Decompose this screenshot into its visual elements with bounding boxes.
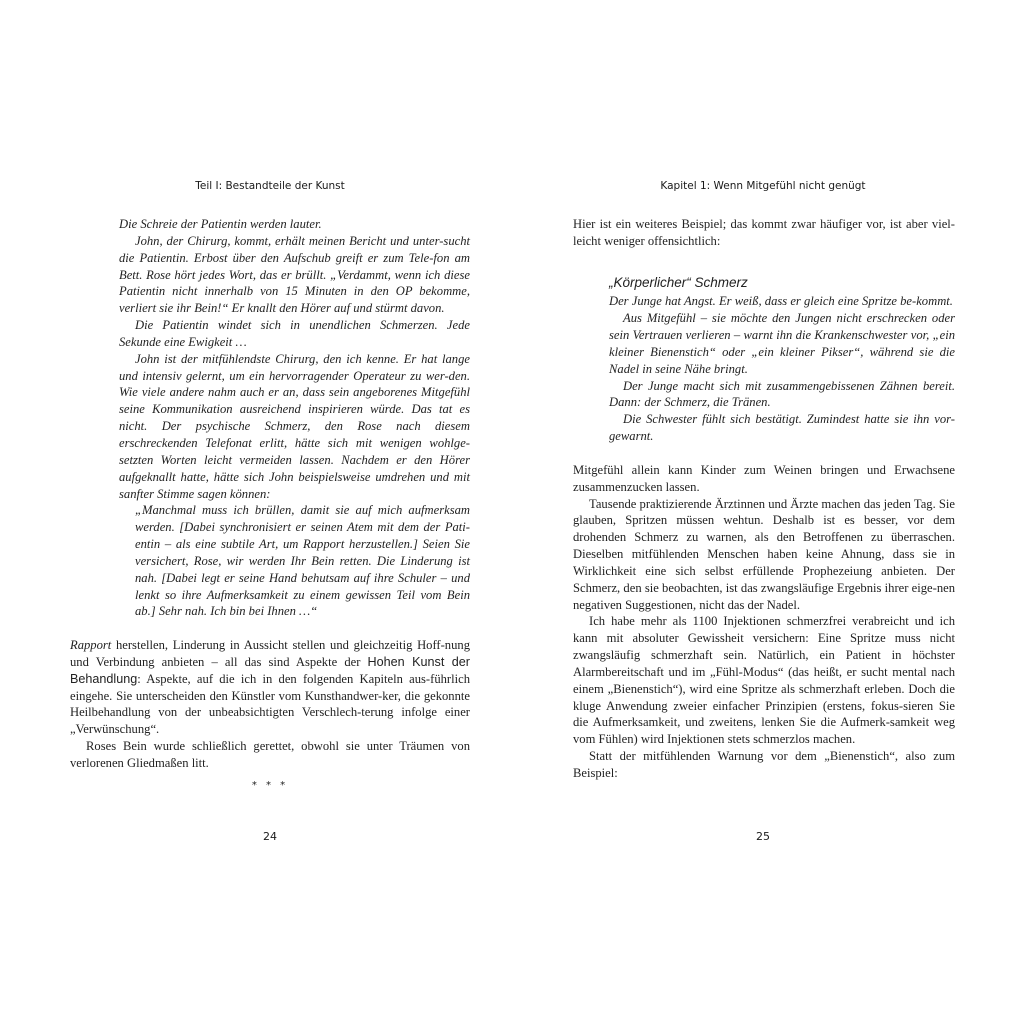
body-paragraph: Tausende praktizierende Ärztinnen und Ärzte machen das jeden Tag. Sie glauben, Spritzen müssen wehtun. Deshalb ist es besser, vor dem drohenden Schmerz zu warnen, als den Betroffenen zu überraschen. Dieselben mitfühlenden Menschen haben keine Ahnung, dass sie in Wirklichkeit eine sich selbst erfüllende Prophezeiung anbieten. Der Schmerz, den sie beobachten, ist das zwangsläufige Ergebnis ihrer eige-nen negativen Suggestionen, nicht das der Nadel.	[573, 496, 955, 612]
example-title: „Körperlicher“ Schmerz	[609, 274, 748, 290]
example-paragraph: Der Junge macht sich mit zusammengebissenen Zähnen bereit. Dann: der Schmerz, die Tränen.	[609, 378, 955, 410]
section-break: * * *	[251, 779, 289, 791]
body-paragraph: Mitgefühl allein kann Kinder zum Weinen bringen und Erwachsene zusammenzucken lassen.	[573, 462, 955, 494]
example-paragraph: Die Schwester fühlt sich bestätigt. Zumindest hatte sie ihn vor-gewarnt.	[609, 412, 955, 444]
quote-paragraph: Die Schreie der Patientin werden lauter.	[119, 217, 322, 231]
left-page-text	[70, 216, 470, 795]
running-head-right: Kapitel 1: Wenn Mitgefühl nicht genügt	[660, 180, 866, 192]
quote-paragraph: Die Patientin windet sich in unendlichen Schmerzen. Jede Sekunde eine Ewigkeit …	[119, 318, 470, 349]
running-head-left: Teil I: Bestandteile der Kunst	[195, 180, 345, 192]
page-number-right: 25	[756, 830, 770, 843]
case-quote	[70, 216, 470, 620]
hohe-kunst-term: Hohen Kunst der Behandlung	[70, 654, 470, 686]
example-paragraph: Der Junge hat Angst. Er weiß, dass er gleich eine Spritze be-kommt.	[609, 294, 953, 309]
right-page	[512, 0, 1024, 1024]
example-box	[573, 275, 955, 445]
body-text: herstellen, Linderung in Aussicht stellen und gleichzeitig Hoff-nung und Verbindung anbieten – all das sind Aspekte der	[70, 638, 470, 669]
body-text: : Aspekte, auf die ich in den folgenden Kapiteln aus-führlich eingehe. Sie unterscheiden den Künstler vom Kunsthandwer-ker, die gekonnte Heilbehandlung von der unbeabsichtigten Verschlech-terung infolge einer „Verwünschung“.	[70, 671, 470, 737]
body-paragraph: Statt der mitfühlenden Warnung vor dem „Bienenstich“, also zum Beispiel:	[573, 749, 955, 780]
quote-paragraph-nested: „Manchmal muss ich brüllen, damit sie auf mich aufmerksam werden. [Dabei synchronisiert er seinen Atem mit dem der Pati-entin – als eine subtile Art, um Rapport herzustellen.] Seien Sie versichert, Rose, wir werden Ihr Bein retten. Die Linderung ist nah. [Dabei legt er seine Hand behutsam auf ihre Schuler – und lenkt so ihre Aufmerksamkeit zu einem gewissen Teil vom Bein ab.] Sehr nah. Ich bin bei Ihnen …“	[135, 503, 470, 619]
rapport-term: Rapport	[70, 638, 112, 653]
quote-paragraph: John ist der mitfühlendste Chirurg, den ich kenne. Er hat lange und intensiv gelernt, um ein hervorragender Operateur zu wer-den. Wie viele andere nahm auch er an, dass sein angeborenes Mitgefühl seine Kommunikation ausreichend inspirieren würde. Das tat es nicht. Der psychische Schmerz, den Rose nach diesem erschreckenden Telefonat erlitt, hätte sich mit wenigen wohlge-setzten Worten leicht vermeiden lassen. Nachdem er den Hörer aufgeknallt hatte, hätte sich John beispielsweise umdrehen und mit sanfter Stimme sagen können:	[119, 351, 470, 501]
example-paragraph: Aus Mitgefühl – sie möchte den Jungen nicht erschrecken oder sein Vertrauen verlieren – warnt ihn die Krankenschwester vor, „ein kleiner Bienenstich“ oder „ein kleiner Pikser“, während sie die Nadel in seine Nähe bringt.	[609, 311, 955, 376]
body-paragraph: Ich habe mehr als 1100 Injektionen schmerzfrei verabreicht und ich kann mit absoluter Gewissheit versichern: Eine Spritze muss nicht zwangsläufig schmerzhaft sein. Natürlich, ein Patient in höchster Alarmbereitschaft und im „Fühl-Modus“ (das heißt, er sucht mental nach einem „Bienenstich“), wird eine Spritze als schmerzhaft erleben. Doch die kluge Anwendung zweier einfacher Prinzipien (erstens, fokus-sieren Sie die Aufmerksamkeit, und zweitens, lenken Sie die Aufmerk-samkeit weg vom Fühlen) wird Injektionen stets schmerzlos machen.	[573, 614, 955, 747]
quote-paragraph: John, der Chirurg, kommt, erhält meinen Bericht und unter-sucht die Patientin. Erbost über den Aufschub greift er zum Tele-fon am Bett. Rose hört jedes Wort, das er brüllt. „Verdammt, wenn ich diese Patientin nicht innerhalb von 15 Minuten in den OP bekomme, verliert sie ihr Bein!“ Er knallt den Hörer auf und stürmt davon.	[119, 233, 470, 316]
body-paragraph: Roses Bein wurde schließlich gerettet, obwohl sie unter Träumen von verlorenen Gliedmaßen litt.	[70, 739, 470, 770]
page-number-left: 24	[263, 830, 277, 843]
body-paragraph	[70, 637, 470, 738]
right-page-text	[573, 216, 955, 782]
intro-paragraph: Hier ist ein weiteres Beispiel; das kommt zwar häufiger vor, ist aber viel-leicht weniger offensichtlich:	[573, 217, 955, 248]
